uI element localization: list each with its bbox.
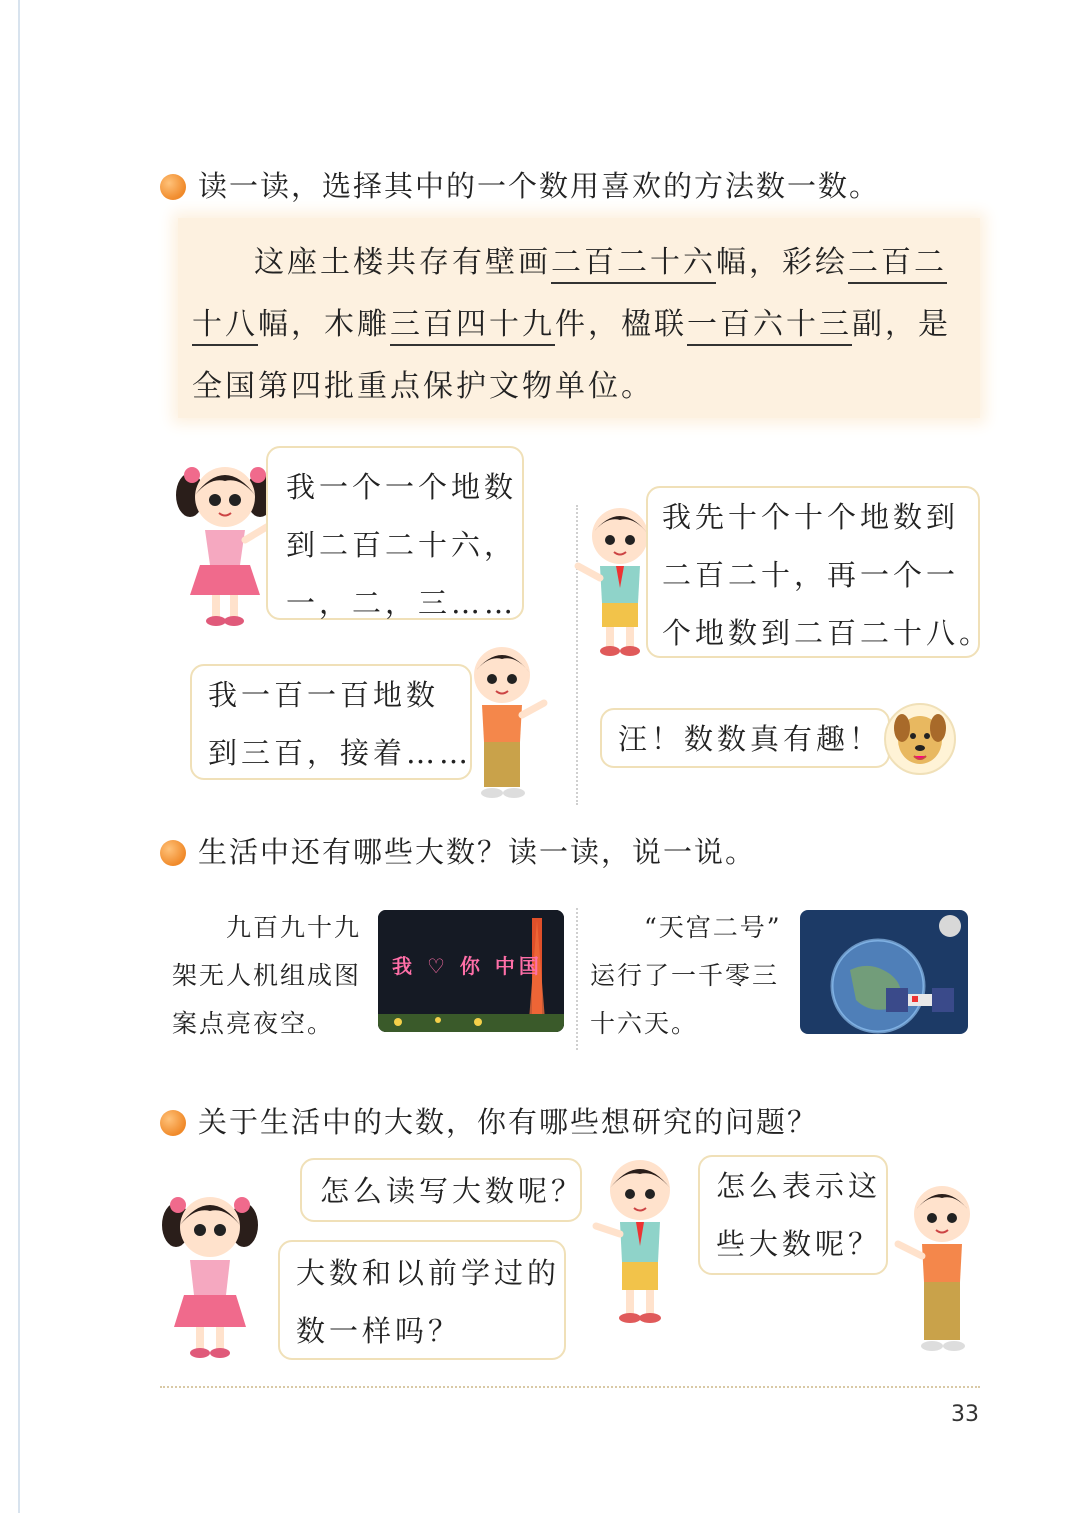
page-number: 33	[951, 1402, 979, 1427]
number-underlined: 十八	[192, 307, 258, 346]
section-heading-questions: 关于生活中的大数，你有哪些想研究的问题？	[160, 1100, 818, 1141]
speech-bubble-dog: 汪！数数真有趣！	[600, 708, 890, 768]
speech-bubble-question-1: 怎么读写大数呢？	[300, 1158, 582, 1222]
number-underlined: 二百二十六	[551, 245, 716, 284]
speech-bubble-question-3: 怎么表示这 些大数呢？	[698, 1155, 888, 1275]
speech-bubble-boy-teal: 我先十个十个地数到 二百二十，再一个一 个地数到二百二十八。	[646, 486, 980, 658]
tiangong-description: “天宫二号” 运行了一千零三 十六天。	[590, 913, 782, 1038]
boy-orange-character-illustration	[460, 637, 550, 805]
passage-text: 这座土楼共存有壁画二百二十六幅，彩绘二百二 十八幅，木雕三百四十九件，楹联一百六十三副，是 全国第四批重点保护文物单位。	[192, 245, 951, 404]
boy-orange-character-illustration-2	[890, 1178, 986, 1360]
girl-character-illustration	[170, 455, 280, 630]
speech-bubble-boy-orange: 我一百一百地数 到三百，接着……	[190, 664, 472, 780]
footer-dotted-rule	[160, 1386, 980, 1388]
dog-character-icon	[882, 702, 958, 776]
passage-box	[178, 218, 980, 418]
section-heading-life: 生活中还有哪些大数？读一读，说一说。	[160, 830, 756, 871]
girl-character-illustration-2	[156, 1185, 264, 1365]
drone-show-photo	[378, 910, 564, 1032]
number-underlined: 一百六十三	[687, 307, 852, 346]
speech-bubble-girl: 我一个一个地数 到二百二十六， 一，二，三……	[266, 446, 524, 620]
bullet-icon	[160, 174, 186, 200]
drone-description: 九百九十九 架无人机组成图 案点亮夜空。	[172, 913, 362, 1038]
tiangong-space-photo	[800, 910, 968, 1034]
section-heading-read: 读一读，选择其中的一个数用喜欢的方法数一数。	[160, 164, 880, 205]
drone-show-text: 我 ♡ 你 中国	[392, 954, 543, 978]
speech-bubble-question-2: 大数和以前学过的 数一样吗？	[278, 1240, 566, 1360]
divider-vertical	[576, 908, 578, 1050]
bullet-icon	[160, 1110, 186, 1136]
number-underlined: 二百二	[848, 245, 947, 284]
number-underlined: 三百四十九	[390, 307, 555, 346]
page-edge-line	[18, 0, 20, 1513]
bullet-icon	[160, 840, 186, 866]
boy-character-illustration-2	[590, 1152, 690, 1337]
